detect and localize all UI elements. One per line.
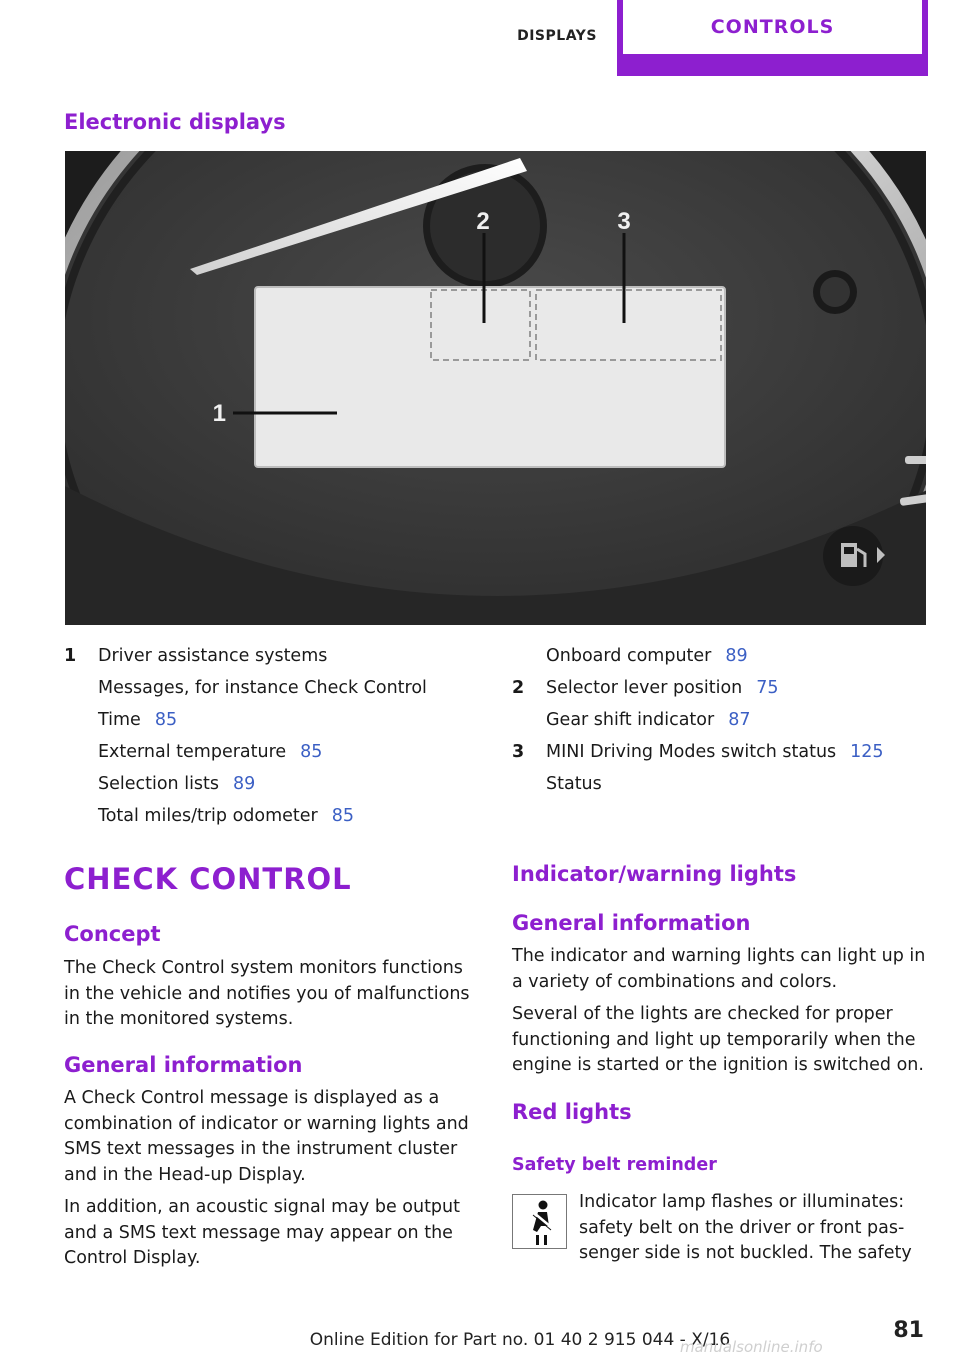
- legend-num: [64, 704, 98, 736]
- legend-text: Status: [546, 774, 602, 794]
- heading-safety-belt-reminder: Safety belt reminder: [512, 1155, 717, 1175]
- heading-red-lights: Red lights: [512, 1100, 632, 1124]
- legend-num: [64, 736, 98, 768]
- heading-concept: Concept: [64, 922, 161, 946]
- page-ref-link[interactable]: 89: [233, 774, 256, 794]
- legend-num: 3: [512, 742, 525, 762]
- page-number: 81: [893, 1318, 924, 1343]
- legend-row: [512, 768, 932, 800]
- tab-displays[interactable]: DISPLAYS: [517, 28, 597, 44]
- legend-num: [64, 800, 98, 832]
- legend-num: [64, 768, 98, 800]
- legend-row: [64, 640, 484, 672]
- callout-3: 3: [617, 208, 631, 235]
- legend-row: [64, 672, 484, 704]
- heading-check-control: CHECK CONTROL: [64, 862, 352, 896]
- legend-num: 2: [512, 678, 525, 698]
- legend-row: [64, 704, 484, 736]
- instrument-cluster-figure: [65, 151, 926, 625]
- legend-num: [64, 672, 98, 704]
- heading-indicator-warning-lights: Indicator/warning lights: [512, 862, 797, 886]
- heading-general-information-2: General information: [512, 911, 751, 935]
- indicator-text-1: The indicator and warning lights can light up in a variety of combinations and colors.: [512, 946, 926, 992]
- legend-text: Driver assistance systems: [98, 646, 328, 666]
- legend-text: Time: [98, 710, 141, 730]
- page-ref-link[interactable]: 85: [331, 806, 355, 826]
- legend-num: 1: [64, 646, 77, 666]
- general-text-1: A Check Control message is displayed as a combination of indicator or warning lights and SMS text messages in the instrument cluster and in the Head-up Display.: [64, 1088, 469, 1185]
- legend-text: MINI Driving Modes switch status: [546, 742, 837, 762]
- page-ref-link[interactable]: 85: [154, 710, 178, 730]
- page-ref-link[interactable]: 89: [725, 646, 748, 666]
- legend-text: Gear shift indicator: [546, 710, 715, 730]
- legend-text: Onboard computer: [546, 646, 712, 666]
- legend-row: [512, 736, 932, 768]
- legend-text: Total miles/trip odometer: [98, 806, 318, 826]
- legend-text: External temperature: [98, 742, 287, 762]
- legend-num: [512, 640, 546, 672]
- seatbelt-warning-icon: [512, 1194, 567, 1249]
- indicator-text-2: Several of the lights are checked for proper functioning and light up temporarily when the engine is started or the ignition is switched on.: [512, 1004, 924, 1075]
- legend-left: [64, 640, 484, 832]
- page-ref-link[interactable]: 85: [300, 742, 323, 762]
- tab-controls[interactable]: [617, 0, 928, 76]
- legend-num: [512, 768, 546, 800]
- legend-right: [512, 640, 932, 800]
- concept-text: The Check Control system monitors functions in the vehicle and notifies you of malfunctions in the monitored systems.: [64, 958, 470, 1029]
- legend-row: [64, 800, 484, 832]
- belt-text: Indicator lamp flashes or illuminates: safety belt on the driver or front passenger side is not buckled. The safety: [579, 1192, 912, 1263]
- legend-row: [512, 640, 932, 672]
- legend-text: Selector lever position: [546, 678, 743, 698]
- legend-row: [512, 672, 932, 704]
- callout-2: 2: [476, 208, 490, 235]
- legend-num: [512, 704, 546, 736]
- watermark: manualsonline.info: [680, 1338, 823, 1356]
- header-tabs: [497, 0, 928, 76]
- legend-text: Selection lists: [98, 774, 220, 794]
- heading-general-information: General information: [64, 1053, 303, 1077]
- callout-1: 1: [212, 400, 226, 427]
- page-ref-link[interactable]: 75: [756, 678, 779, 698]
- heading-electronic-displays: Electronic displays: [64, 110, 286, 134]
- tab-controls-label: CONTROLS: [623, 0, 922, 54]
- legend-row: [512, 704, 932, 736]
- legend-row: [64, 736, 484, 768]
- page-ref-link[interactable]: 125: [850, 742, 884, 762]
- legend-row: [64, 768, 484, 800]
- page-ref-link[interactable]: 87: [728, 710, 751, 730]
- legend-text: Messages, for instance Check Control: [98, 678, 427, 698]
- general-text-2: In addition, an acoustic signal may be output and a SMS text message may appear on the Control Display.: [64, 1197, 460, 1268]
- footer-edition: Online Edition for Part no. 01 40 2 915 044 - X/16: [309, 1330, 731, 1350]
